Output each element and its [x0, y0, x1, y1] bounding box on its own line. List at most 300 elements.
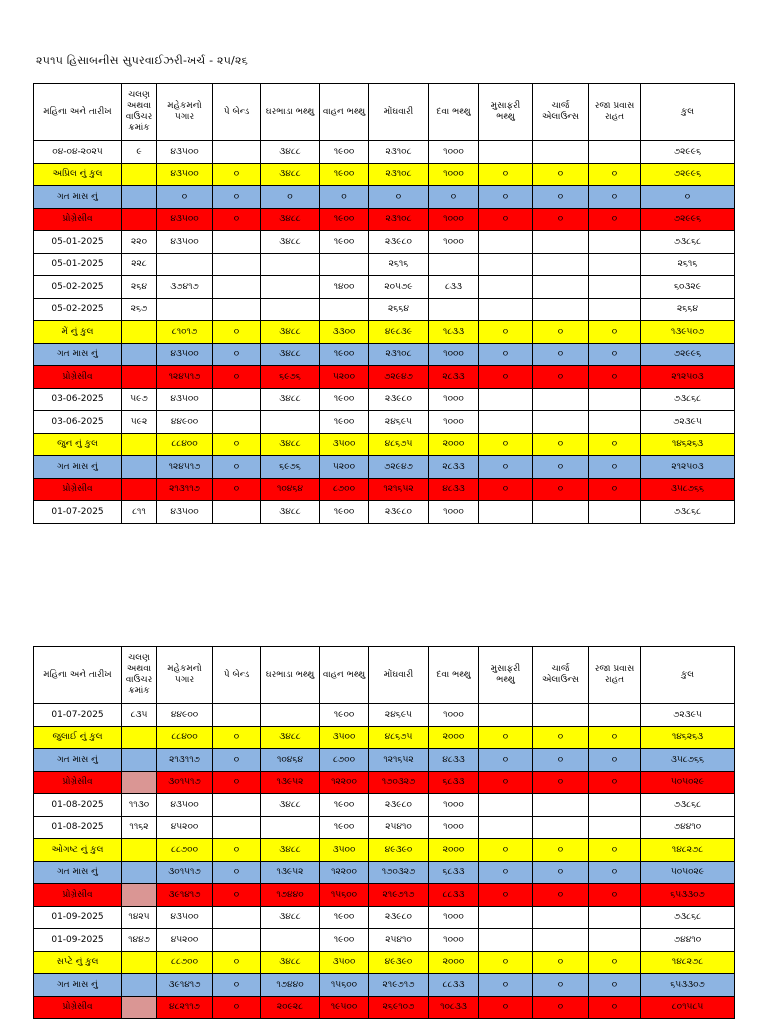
- table-cell: 01-09-2025: [34, 929, 122, 952]
- table-cell: ૦: [641, 186, 735, 209]
- month-total-row: [34, 839, 735, 862]
- table-cell: [533, 816, 589, 839]
- table-cell: ૦: [429, 186, 479, 209]
- table-cell: 01-07-2025: [34, 501, 122, 524]
- table-cell: પ્રોગ્રેસીવ: [34, 996, 122, 1019]
- table-cell: ૩૦૧૫૧૭: [157, 861, 213, 884]
- table-cell: ૧૨૪૫૧૭: [157, 456, 213, 479]
- table-cell: ૧૩૯૫૦૭: [641, 321, 735, 344]
- table-cell: ૪૩૫૦૦: [157, 906, 213, 929]
- ledger-table-1: [33, 83, 735, 524]
- table-cell: ૮૮૭૦૦: [157, 839, 213, 862]
- table-cell: [213, 388, 261, 411]
- table-cell: [213, 501, 261, 524]
- table-cell: ૦: [320, 186, 369, 209]
- table-cell: ૦: [533, 433, 589, 456]
- table-cell: ૮૮૩૩: [429, 974, 479, 997]
- table-cell: ૦: [589, 186, 641, 209]
- table-cell: ૩૪૮૮: [261, 321, 320, 344]
- table-cell: ૭૨૯૯૬: [641, 141, 735, 164]
- table-cell: ૦: [533, 749, 589, 772]
- table-cell: ૦: [589, 974, 641, 997]
- column-header: દવા ભથ્થુ: [429, 647, 479, 704]
- table-cell: ૩૭૪૧૭: [157, 276, 213, 299]
- table-cell: ૨૨૦: [122, 231, 157, 254]
- table-cell: ૦: [479, 996, 533, 1019]
- table-cell: ૮૭૦૦: [320, 478, 369, 501]
- table-cell: [122, 321, 157, 344]
- table-cell: [213, 141, 261, 164]
- table-cell: ૫૯૭: [122, 388, 157, 411]
- previous-month-row: [34, 974, 735, 997]
- table-cell: [533, 276, 589, 299]
- column-header: મહિના અને તારીખ: [34, 84, 122, 141]
- table-cell: ૦: [213, 321, 261, 344]
- table-row: [34, 794, 735, 817]
- table-cell: ૧૨૪૫૧૭: [157, 366, 213, 389]
- table-cell: ૪૩૫૦૦: [157, 141, 213, 164]
- table-cell: ૦: [589, 951, 641, 974]
- table-cell: ૦: [533, 478, 589, 501]
- table-cell: [213, 231, 261, 254]
- table-cell: ૩૫૮૭૬૬: [641, 478, 735, 501]
- table-cell: ૮૮૪૦૦: [157, 726, 213, 749]
- table-cell: ૦: [213, 996, 261, 1019]
- table-cell: ૪૩૫૦૦: [157, 343, 213, 366]
- column-header: ચલણ અથવા વાઉચર ક્રમાંક: [122, 647, 157, 704]
- column-header: મુસાફરી ભથ્થુ: [479, 84, 533, 141]
- table-cell: ૦: [213, 951, 261, 974]
- table-cell: ૩૫૦૦: [320, 951, 369, 974]
- table-cell: ૦: [589, 726, 641, 749]
- table-cell: ૫૨૦૦: [320, 366, 369, 389]
- table-cell: જુન નું કુલ: [34, 433, 122, 456]
- table-cell: [213, 906, 261, 929]
- table-cell: 01-08-2025: [34, 794, 122, 817]
- table-cell: ૭૨૯૪૭: [369, 456, 429, 479]
- table-cell: ૨૦૦૦: [429, 839, 479, 862]
- table-row: [34, 276, 735, 299]
- table-cell: ૨૩૧૦૮: [369, 343, 429, 366]
- table-cell: ૧૦૦૦: [429, 231, 479, 254]
- table-cell: ૧૫૬૦૦: [320, 974, 369, 997]
- table-cell: ૨૧૯૭૧૭: [369, 974, 429, 997]
- table-cell: [533, 704, 589, 727]
- table-cell: ૧૯૦૦: [320, 141, 369, 164]
- table-cell: ૮૮૭૦૦: [157, 951, 213, 974]
- table-row: [34, 298, 735, 321]
- table-cell: પ્રોગ્રેસીવ: [34, 366, 122, 389]
- document-title: ૨૫૧૫ હિસાબનીસ સુપરવાઈઝરી-ખર્ચ - ૨૫/૨૬: [36, 54, 248, 67]
- table-cell: ૨૦૦૦: [429, 951, 479, 974]
- table-cell: ૦: [479, 726, 533, 749]
- table-cell: ૩૪૮૮: [261, 726, 320, 749]
- table-cell: [122, 208, 157, 231]
- table-cell: ૨૬૧૬: [641, 253, 735, 276]
- header-row: [34, 647, 735, 704]
- table-row: [34, 704, 735, 727]
- table-cell: [122, 884, 157, 907]
- column-header: રજા પ્રવાસ રાહત: [589, 647, 641, 704]
- table-cell: ૭૩૮૬૮: [641, 231, 735, 254]
- table-cell: ૨૪૬૯૫: [369, 411, 429, 434]
- table-cell: [261, 929, 320, 952]
- table-cell: ૦: [533, 321, 589, 344]
- table-cell: [589, 411, 641, 434]
- table-cell: [320, 253, 369, 276]
- table-cell: ૧૯૦૦: [320, 388, 369, 411]
- table-cell: ૬૮૩૩: [429, 771, 479, 794]
- table-cell: ૦: [213, 366, 261, 389]
- table-cell: જુલાઈ નું કુલ: [34, 726, 122, 749]
- table-cell: 05-02-2025: [34, 298, 122, 321]
- table-cell: ગત માસ નું: [34, 749, 122, 772]
- table-cell: ૧૯૦૦: [320, 501, 369, 524]
- column-header: પે બેન્ડ: [213, 647, 261, 704]
- table-cell: ૧૦૦૦: [429, 816, 479, 839]
- table-cell: ૦: [213, 726, 261, 749]
- table-cell: ગત માસ નું: [34, 861, 122, 884]
- table-cell: ૪૩૫૦૦: [157, 388, 213, 411]
- table-cell: ૦: [589, 456, 641, 479]
- table-cell: ૧૨૧૬૫૨: [369, 478, 429, 501]
- table-cell: ૦: [479, 208, 533, 231]
- table-cell: ૪૮૨૧૧૭: [157, 996, 213, 1019]
- table-cell: ૦: [479, 321, 533, 344]
- table-cell: ૦: [213, 974, 261, 997]
- table-cell: ૨૩૯૮૦: [369, 501, 429, 524]
- table-cell: [533, 253, 589, 276]
- table-cell: ૦: [261, 186, 320, 209]
- table-cell: ૦: [213, 456, 261, 479]
- table-row: [34, 411, 735, 434]
- table-cell: ૦: [479, 839, 533, 862]
- table-cell: [122, 478, 157, 501]
- table-cell: [479, 298, 533, 321]
- column-header: ચાર્જ એલાઉન્સ: [533, 84, 589, 141]
- table-cell: ૧૭૦૩૨૭: [369, 771, 429, 794]
- progressive-row: [34, 884, 735, 907]
- table-cell: ૦: [533, 343, 589, 366]
- table-cell: ૨૦૯૨૮: [261, 996, 320, 1019]
- table-cell: ૨૩૧૦૮: [369, 163, 429, 186]
- table-cell: ૩૪૮૮: [261, 839, 320, 862]
- table-cell: [213, 253, 261, 276]
- table-cell: ૧૪૨૫: [122, 906, 157, 929]
- table-cell: ૨૮૩૩: [429, 456, 479, 479]
- table-cell: ૧૦૮૩૩: [429, 996, 479, 1019]
- table-cell: ૧૦૦૦: [429, 794, 479, 817]
- table-cell: ૦: [479, 456, 533, 479]
- table-cell: [533, 794, 589, 817]
- table-cell: [479, 794, 533, 817]
- table-cell: ૭૩૮૬૮: [641, 388, 735, 411]
- table-row: [34, 816, 735, 839]
- previous-month-row: [34, 456, 735, 479]
- table-cell: ૨૬૭: [122, 298, 157, 321]
- table-cell: [533, 501, 589, 524]
- table-cell: ૦: [479, 884, 533, 907]
- table-cell: 05-01-2025: [34, 231, 122, 254]
- table-cell: ૦: [589, 861, 641, 884]
- column-header: ચાર્જ એલાઉન્સ: [533, 647, 589, 704]
- column-header: દવા ભથ્થુ: [429, 84, 479, 141]
- table-cell: ૦: [479, 343, 533, 366]
- table-cell: ૩૯૧૪૧૭: [157, 974, 213, 997]
- table-cell: [122, 771, 157, 794]
- table-cell: ૫૦૫૦૨૯: [641, 861, 735, 884]
- column-header: મુસાફરી ભથ્થુ: [479, 647, 533, 704]
- table-cell: [122, 839, 157, 862]
- table-cell: [589, 501, 641, 524]
- table-cell: [533, 298, 589, 321]
- table-cell: [122, 433, 157, 456]
- table-cell: [533, 388, 589, 411]
- table-cell: મેં નું કુલ: [34, 321, 122, 344]
- table-cell: ૦: [533, 456, 589, 479]
- table-cell: ૦: [589, 771, 641, 794]
- table-cell: ૨૦૦૦: [429, 433, 479, 456]
- table-cell: ૦: [589, 208, 641, 231]
- table-row: [34, 906, 735, 929]
- table-cell: ૦: [589, 163, 641, 186]
- table-row: [34, 388, 735, 411]
- table-cell: ૮૩૫: [122, 704, 157, 727]
- table-cell: [479, 704, 533, 727]
- table-cell: ૭૨૩૯૫: [641, 704, 735, 727]
- table-cell: પ્રોગ્રેસીવ: [34, 884, 122, 907]
- column-header: વાહન ભથ્થુ: [320, 84, 369, 141]
- table-cell: ૧૯૦૦: [320, 816, 369, 839]
- table-cell: [122, 996, 157, 1019]
- table-cell: ૦: [589, 366, 641, 389]
- table-cell: 03-06-2025: [34, 411, 122, 434]
- table-cell: ૨૩૯૮૦: [369, 231, 429, 254]
- table-cell: ૧૯૦૦: [320, 163, 369, 186]
- table-cell: ૦: [213, 208, 261, 231]
- column-header: મોંઘવારી: [369, 84, 429, 141]
- table-cell: ૪૩૫૦૦: [157, 163, 213, 186]
- table-cell: ૧૪૬૨૬૩: [641, 433, 735, 456]
- table-cell: ૩૪૮૮: [261, 794, 320, 817]
- table-cell: ૭૩૮૬૮: [641, 501, 735, 524]
- table-cell: ૦: [533, 186, 589, 209]
- table-cell: ૦: [589, 321, 641, 344]
- table-cell: ૪૮૬૭૫: [369, 433, 429, 456]
- table-cell: ૬૯૭૬: [261, 366, 320, 389]
- table-cell: ૬૫૩૩૦૭: [641, 974, 735, 997]
- table-cell: [479, 253, 533, 276]
- table-cell: ૩૪૮૮: [261, 501, 320, 524]
- table-cell: ૩૪૮૮: [261, 906, 320, 929]
- table-cell: ૧૯૦૦: [320, 704, 369, 727]
- progressive-row: [34, 208, 735, 231]
- table-cell: [479, 929, 533, 952]
- table-cell: [320, 298, 369, 321]
- table-cell: ૪૯૮૩૯: [369, 321, 429, 344]
- table-cell: [589, 388, 641, 411]
- table-cell: [122, 861, 157, 884]
- table-cell: ૩૫૦૦: [320, 433, 369, 456]
- table-cell: ૦: [533, 861, 589, 884]
- table-cell: 01-07-2025: [34, 704, 122, 727]
- table-cell: [479, 141, 533, 164]
- table-cell: ૨૪૬૯૫: [369, 704, 429, 727]
- table-cell: ૩૪૮૮: [261, 231, 320, 254]
- table-cell: [479, 276, 533, 299]
- table-cell: ૩૩૦૦: [320, 321, 369, 344]
- table-cell: ૦: [589, 839, 641, 862]
- table-cell: ૦: [213, 861, 261, 884]
- table-row: [34, 929, 735, 952]
- table-cell: ૧૯૦૦: [320, 411, 369, 434]
- table-cell: [589, 253, 641, 276]
- table-cell: ૦: [213, 163, 261, 186]
- table-cell: ૬૫૩૩૦૭: [641, 884, 735, 907]
- table-cell: ૨૦૦૦: [429, 726, 479, 749]
- table-cell: [122, 366, 157, 389]
- table-cell: [479, 231, 533, 254]
- table-cell: ૪૫૨૦૦: [157, 929, 213, 952]
- table-cell: ૪૩૫૦૦: [157, 231, 213, 254]
- table-cell: [479, 411, 533, 434]
- table-cell: ૧૭૪૪૦: [261, 974, 320, 997]
- column-header: રજા પ્રવાસ રાહત: [589, 84, 641, 141]
- table-cell: ગત માસ નું: [34, 974, 122, 997]
- table-cell: [589, 276, 641, 299]
- table-cell: [122, 749, 157, 772]
- table-cell: [589, 231, 641, 254]
- table-cell: ૧૦૦૦: [429, 411, 479, 434]
- table-cell: ૨૩૯૮૦: [369, 388, 429, 411]
- table-cell: [589, 704, 641, 727]
- table-cell: [479, 906, 533, 929]
- table-cell: ૩૫૮૭૬૬: [641, 749, 735, 772]
- table-cell: ૧૯૦૦: [320, 208, 369, 231]
- table-cell: ૩૪૮૮: [261, 951, 320, 974]
- column-header: કુલ: [641, 84, 735, 141]
- table-row: [34, 231, 735, 254]
- table-cell: ૦: [479, 951, 533, 974]
- table-cell: ૦: [213, 433, 261, 456]
- table-cell: ૭૩૮૬૮: [641, 906, 735, 929]
- table-cell: ૭૨૯૯૬: [641, 163, 735, 186]
- table-cell: [122, 456, 157, 479]
- table-cell: ૦: [533, 996, 589, 1019]
- table-cell: [122, 974, 157, 997]
- table-cell: ૨૧૨૫૦૩: [641, 456, 735, 479]
- table-cell: ૬૦૩૨૯: [641, 276, 735, 299]
- table-cell: સપ્ટે નું કુલ: [34, 951, 122, 974]
- table-cell: [429, 298, 479, 321]
- table-cell: ૩૪૮૮: [261, 388, 320, 411]
- table-cell: ૧૦૦૦: [429, 929, 479, 952]
- table-cell: [213, 929, 261, 952]
- table-cell: [157, 253, 213, 276]
- table-cell: ૪૩૫૦૦: [157, 794, 213, 817]
- table-cell: 03-06-2025: [34, 388, 122, 411]
- table-cell: ૧૦૦૦: [429, 163, 479, 186]
- column-header: પે બેન્ડ: [213, 84, 261, 141]
- table-cell: [213, 704, 261, 727]
- previous-month-row: [34, 749, 735, 772]
- table-cell: ૧૯૫૦૦: [320, 996, 369, 1019]
- table-cell: [261, 816, 320, 839]
- table-cell: ૦: [213, 884, 261, 907]
- table-cell: ૦: [479, 366, 533, 389]
- table-cell: [213, 276, 261, 299]
- table-cell: ૮૧૧: [122, 501, 157, 524]
- table-cell: [213, 411, 261, 434]
- table-cell: ૧૯૦૦: [320, 929, 369, 952]
- table-cell: [589, 906, 641, 929]
- table-cell: 05-02-2025: [34, 276, 122, 299]
- table-cell: ગત માસ નું: [34, 343, 122, 366]
- previous-month-row: [34, 861, 735, 884]
- table-cell: ૮૭૦૦: [320, 749, 369, 772]
- table-cell: ૧૩૯૫૨: [261, 771, 320, 794]
- table-cell: ૧૦૦૦: [429, 343, 479, 366]
- table-cell: ૨૧૯૭૧૭: [369, 884, 429, 907]
- table-cell: ૭૨૯૯૬: [641, 208, 735, 231]
- table-cell: ૫૨૦૦: [320, 456, 369, 479]
- table-cell: ૦: [533, 208, 589, 231]
- table-cell: ૮૧૦૧૭: [157, 321, 213, 344]
- table-cell: ૬૯૭૬: [261, 456, 320, 479]
- month-total-row: [34, 163, 735, 186]
- table-cell: ૨૫૪૧૦: [369, 929, 429, 952]
- table-cell: [261, 298, 320, 321]
- table-cell: ૦: [479, 974, 533, 997]
- table-cell: [157, 298, 213, 321]
- table-cell: ૪૫૨૦૦: [157, 816, 213, 839]
- table-cell: ૦: [533, 884, 589, 907]
- table-cell: ૦: [479, 749, 533, 772]
- table-cell: ૦: [479, 433, 533, 456]
- table-cell: 05-01-2025: [34, 253, 122, 276]
- table-cell: ૩૫૦૦: [320, 726, 369, 749]
- table-cell: ૮૮૩૩: [429, 884, 479, 907]
- table-cell: ૧૭૪૪૦: [261, 884, 320, 907]
- table-cell: ૧૦૦૦: [429, 906, 479, 929]
- table-cell: ૩૪૮૮: [261, 433, 320, 456]
- table-cell: ૨૫૪૧૦: [369, 816, 429, 839]
- table-cell: ૪૮૩૩: [429, 749, 479, 772]
- table-cell: ૦: [213, 749, 261, 772]
- table-cell: ૮૦૧૫૮૫: [641, 996, 735, 1019]
- table-cell: ૭૨૩૯૫: [641, 411, 735, 434]
- table-cell: અપ્રિલ નું કુલ: [34, 163, 122, 186]
- table-cell: ૧૪૮૨૭૮: [641, 951, 735, 974]
- table-cell: ૦: [213, 478, 261, 501]
- table-cell: [122, 726, 157, 749]
- column-header: ઘરભાડા ભથ્થુ: [261, 84, 320, 141]
- table-cell: ૦: [479, 771, 533, 794]
- table-cell: ૧૦૦૦: [429, 388, 479, 411]
- table-cell: ૦: [479, 186, 533, 209]
- table-cell: ૧૦૦૦: [429, 141, 479, 164]
- table-cell: [122, 343, 157, 366]
- table-cell: ૨૧૨૫૦૩: [641, 366, 735, 389]
- column-header: મોંઘવારી: [369, 647, 429, 704]
- table-cell: [122, 186, 157, 209]
- table-cell: ૦: [479, 163, 533, 186]
- table-cell: [261, 411, 320, 434]
- column-header: ચલણ અથવા વાઉચર ક્રમાંક: [122, 84, 157, 141]
- table-cell: ૦: [479, 861, 533, 884]
- table-cell: ૨૩૯૮૦: [369, 794, 429, 817]
- table-cell: ગત માસ નું: [34, 186, 122, 209]
